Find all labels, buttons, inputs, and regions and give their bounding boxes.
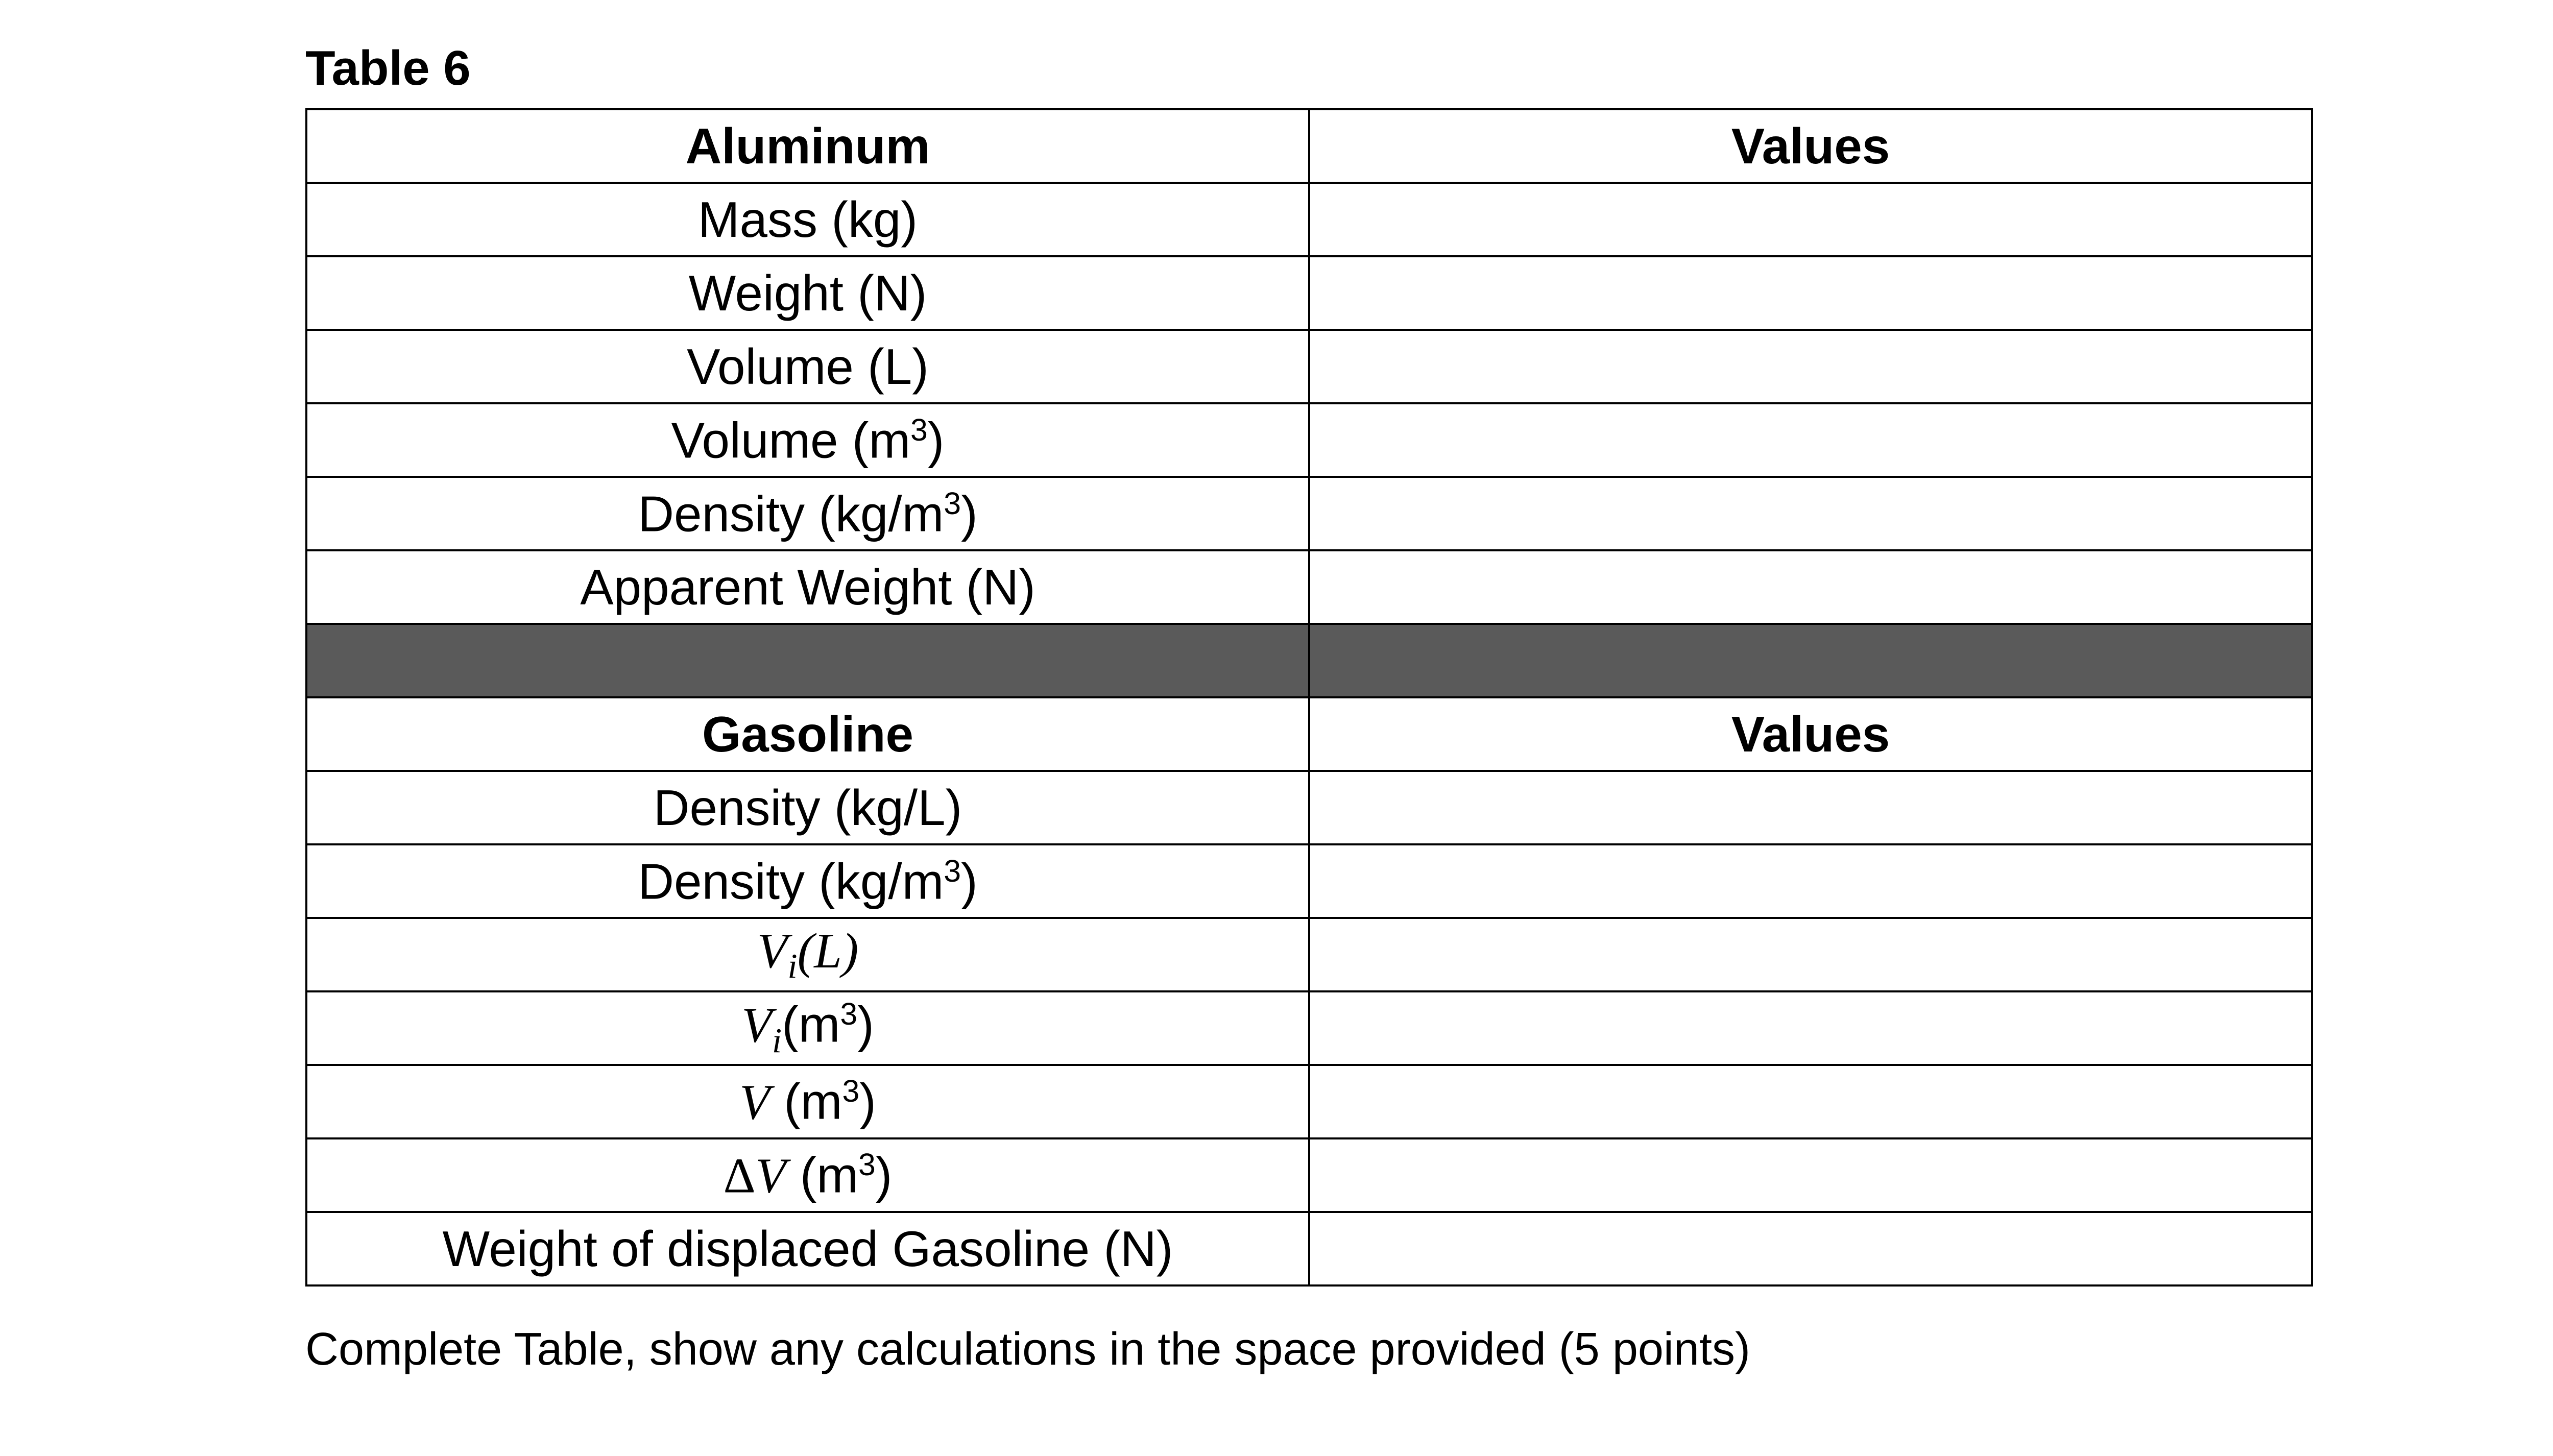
table-row <box>306 183 2312 256</box>
value-cell-density-kg-l[interactable] <box>1309 771 2312 844</box>
value-cell-density-kg-m3[interactable] <box>1309 844 2312 918</box>
value-cell-displaced-weight[interactable] <box>1309 1212 2312 1285</box>
value-cell-vi-l[interactable] <box>1309 918 2312 991</box>
aluminum-header: Aluminum <box>306 109 1309 183</box>
gasoline-values-header: Values <box>1309 697 2312 771</box>
row-label-v-m3: V $(m^3)$ <box>306 1065 1309 1138</box>
row-label-volume-m3: Volume $(m^3)$ <box>306 403 1309 477</box>
section-separator-row <box>306 624 2312 697</box>
separator-cell <box>306 624 1309 697</box>
row-label-mass: Mass (kg) <box>306 183 1309 256</box>
value-cell-volume-l[interactable] <box>1309 330 2312 403</box>
table-row <box>306 550 2312 624</box>
instructions-note: Complete Table, show any calculations in the space provided (5 points) <box>305 1324 1750 1375</box>
row-label-volume-l: Volume (L) <box>306 330 1309 403</box>
value-cell-delta-v-m3[interactable] <box>1309 1138 2312 1212</box>
table-row <box>306 1138 2312 1212</box>
table-row <box>306 477 2312 550</box>
row-label-delta-v-m3: ΔV $(m^3)$ <box>306 1138 1309 1212</box>
table-row <box>306 844 2312 918</box>
row-label-density-kg-m3: Density $(kg/m^3)$ <box>306 844 1309 918</box>
table-caption: Table 6 <box>305 41 471 95</box>
table-header-row <box>306 697 2312 771</box>
aluminum-values-header: Values <box>1309 109 2312 183</box>
value-cell-volume-m3[interactable] <box>1309 403 2312 477</box>
table-row <box>306 991 2312 1065</box>
table-row <box>306 330 2312 403</box>
table-header-row <box>306 109 2312 183</box>
value-cell-mass[interactable] <box>1309 183 2312 256</box>
row-label-displaced-weight: Weight of displaced Gasoline (N) <box>306 1212 1309 1285</box>
row-label-weight: Weight (N) <box>306 256 1309 330</box>
row-label-density-kg-l: Density (kg/L) <box>306 771 1309 844</box>
value-cell-vi-m3[interactable] <box>1309 991 2312 1065</box>
table-row <box>306 1212 2312 1285</box>
separator-cell <box>1309 624 2312 697</box>
table-row <box>306 1065 2312 1138</box>
table-row <box>306 918 2312 991</box>
gasoline-header: Gasoline <box>306 697 1309 771</box>
row-label-vi-m3: $V_i(m^3)$ <box>306 991 1309 1065</box>
table-row <box>306 771 2312 844</box>
table-row <box>306 256 2312 330</box>
measurement-table <box>305 108 2313 1287</box>
value-cell-v-m3[interactable] <box>1309 1065 2312 1138</box>
row-label-vi-l: $V_i(L)$ <box>306 918 1309 991</box>
value-cell-apparent-weight[interactable] <box>1309 550 2312 624</box>
value-cell-weight[interactable] <box>1309 256 2312 330</box>
row-label-density: Density $(kg/m^3)$ <box>306 477 1309 550</box>
row-label-apparent-weight: Apparent Weight (N) <box>306 550 1309 624</box>
value-cell-density[interactable] <box>1309 477 2312 550</box>
table-row <box>306 403 2312 477</box>
